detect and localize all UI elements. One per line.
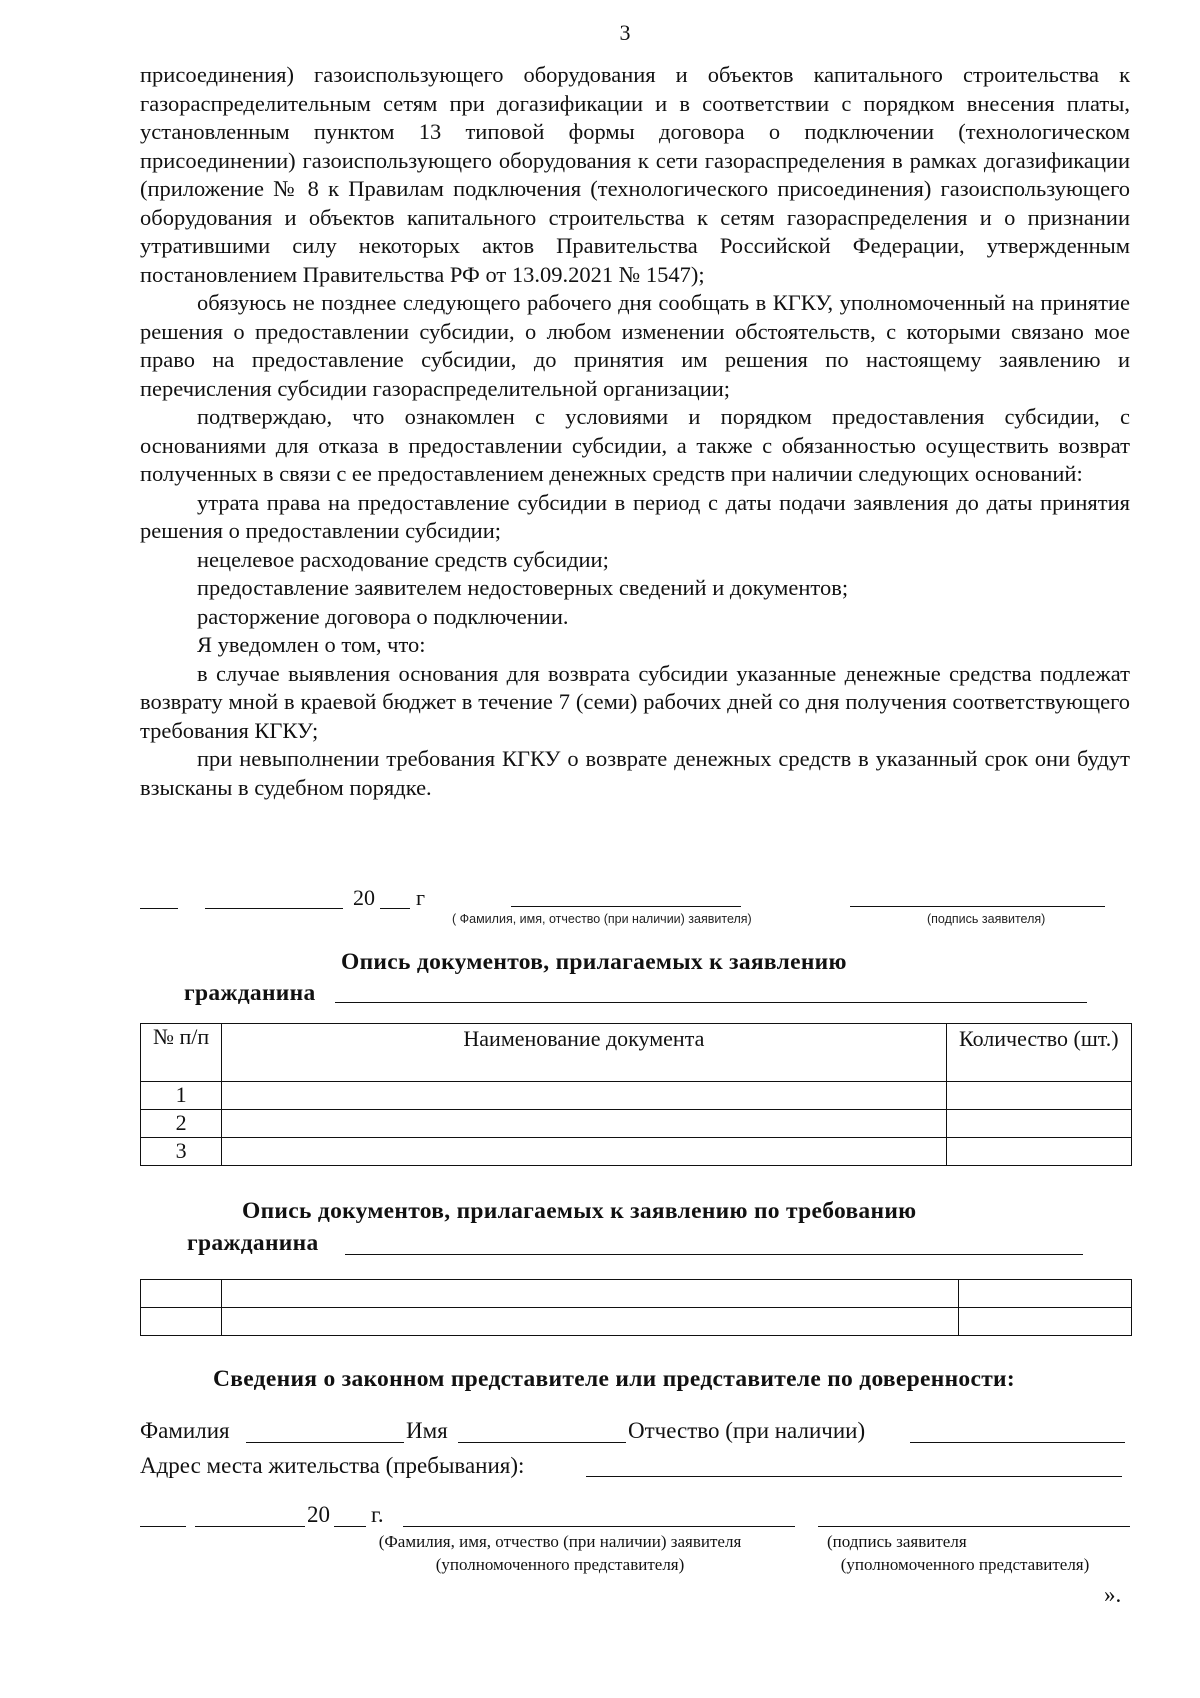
paragraph-refund: в случае выявления основания для возврата субсидии указанные денежные средства подлежат возврату мной в краевой бюджет в течение 7 (семи) рабочих дней со дня получения соответствующего требования КГКУ; (140, 660, 1130, 743)
sign-label-2 (800, 1530, 1130, 1576)
paragraph-ground-2: нецелевое расходование средств субсидии; (197, 546, 609, 572)
row-number: 1 (141, 1082, 222, 1110)
inventory-2-table (140, 1279, 1132, 1336)
inventory-2-citizen-line[interactable] (345, 1254, 1083, 1255)
table-row (141, 1280, 1132, 1308)
row-number: 3 (141, 1138, 222, 1166)
table-row (141, 1138, 1132, 1166)
month-blank-1[interactable] (205, 908, 343, 909)
page-number: 3 (619, 20, 631, 45)
row-document-cell[interactable] (222, 1308, 959, 1336)
surname-label: Фамилия (140, 1418, 230, 1443)
row-qty-cell[interactable] (946, 1138, 1131, 1166)
table-row (141, 1308, 1132, 1336)
body-text (140, 61, 1130, 802)
row-number-cell[interactable] (141, 1280, 222, 1308)
year-blank-2[interactable] (334, 1526, 366, 1527)
patronymic-field[interactable] (910, 1442, 1125, 1443)
table-header-row (141, 1024, 1132, 1082)
month-blank-2[interactable] (195, 1526, 305, 1527)
closing-mark: ». (1104, 1582, 1122, 1607)
row-qty-cell[interactable] (946, 1082, 1131, 1110)
address-label: Адрес места жительства (пребывания): (140, 1453, 525, 1478)
sign-line-2[interactable] (818, 1526, 1130, 1527)
paragraph-ground-4: расторжение договора о подключении. (197, 603, 569, 629)
header-qty: Количество (шт.) (946, 1024, 1131, 1082)
row-number-cell[interactable] (141, 1308, 222, 1336)
row-qty-cell[interactable] (959, 1308, 1132, 1336)
name-label: Имя (406, 1418, 448, 1443)
paragraph-obligation: обязуюсь не позднее следующего рабочего дня сообщать в КГКУ, уполномоченный на принятие решения о предоставлении субсидии, о любом изменении обстоятельств, с которыми связано мое право на предоставление субсидии, до принятия им решения по настоящему заявлению и перечисления субсидии газораспределительной организации; (140, 290, 1130, 401)
representative-title: Сведения о законном представителе или представителе по доверенности: (213, 1366, 1016, 1392)
row-document-cell[interactable] (222, 1110, 946, 1138)
header-name: Наименование документа (222, 1024, 946, 1082)
day-blank-1[interactable] (140, 908, 178, 909)
inventory-2-title: Опись документов, прилагаемых к заявлению по требованию (242, 1198, 917, 1224)
row-document-cell[interactable] (222, 1280, 959, 1308)
row-qty-cell[interactable] (946, 1110, 1131, 1138)
inventory-1-title: Опись документов, прилагаемых к заявлению (341, 949, 847, 975)
row-document-cell[interactable] (222, 1082, 946, 1110)
patronymic-label: Отчество (при наличии) (628, 1418, 866, 1443)
fio-line-2[interactable] (403, 1526, 795, 1527)
paragraph-court: при невыполнении требования КГКУ о возврате денежных средств в указанный срок они будут взысканы в судебном порядке. (140, 746, 1130, 800)
fio-label-2-line2: (уполномоченного представителя) (435, 1555, 685, 1574)
address-field[interactable] (586, 1476, 1122, 1477)
day-blank-2[interactable] (140, 1526, 186, 1527)
sign-line-1[interactable] (850, 906, 1105, 907)
fio-line-1[interactable] (511, 906, 741, 907)
table-row (141, 1082, 1132, 1110)
sign-label-2-line1: (подпись заявителя (827, 1532, 967, 1551)
year-suffix-2: г. (371, 1502, 384, 1527)
row-qty-cell[interactable] (959, 1280, 1132, 1308)
inventory-2-title-citizen: гражданина (187, 1230, 319, 1256)
year-suffix-1: г (416, 885, 426, 910)
fio-label-1: ( Фамилия, имя, отчество (при наличии) заявителя) (452, 912, 752, 926)
table-row (141, 1110, 1132, 1138)
inventory-1-citizen-line[interactable] (335, 1002, 1087, 1003)
fio-label-2 (330, 1530, 790, 1576)
paragraph-ground-1: утрата права на предоставление субсидии в период с даты подачи заявления до даты принятия решения о предоставлении субсидии; (140, 489, 1130, 543)
paragraph-ground-3: предоставление заявителем недостоверных сведений и документов; (197, 575, 849, 600)
paragraph-continuation: присоединения) газоиспользующего оборудования и объектов капитального строительства к газораспределительным сетям при догазификации и в соответствии с порядком внесения платы, установленным пунктом 13 типовой формы договора о подключении (технологическом присоединении) газоиспользующего оборудования к сети газораспределения в рамках догазификации (приложение № 8 к Правилам подключения (технологического присоединения) газоиспользующего оборудования и объектов капитального строительства к сетям газораспределения и о признании утратившими силу некоторых актов Правительства Российской Федерации, утвержденным постановлением Правительства РФ от 13.09.2021 № 1547); (140, 62, 1130, 287)
year-prefix-1: 20 (353, 885, 375, 910)
fio-label-2-line1: (Фамилия, имя, отчество (при наличии) заявителя (378, 1532, 742, 1551)
year-blank-1[interactable] (380, 908, 410, 909)
row-document-cell[interactable] (222, 1138, 946, 1166)
paragraph-notified: Я уведомлен о том, что: (197, 632, 426, 657)
inventory-1-title-citizen: гражданина (184, 980, 316, 1006)
surname-field[interactable] (246, 1442, 404, 1443)
year-prefix-2: 20 (307, 1502, 330, 1527)
sign-label-1: (подпись заявителя) (927, 912, 1046, 926)
header-num: № п/п (141, 1024, 222, 1082)
name-field[interactable] (458, 1442, 626, 1443)
paragraph-confirmation: подтверждаю, что ознакомлен с условиями и порядком предоставления субсидии, с основаниями для отказа в предоставлении субсидии, а также с обязанностью осуществить возврат полученных в связи с ее предоставлением денежных средств при наличии следующих оснований: (140, 404, 1130, 486)
row-number: 2 (141, 1110, 222, 1138)
sign-label-2-line2: (уполномоченного представителя) (840, 1555, 1090, 1574)
inventory-1-table (140, 1023, 1132, 1166)
